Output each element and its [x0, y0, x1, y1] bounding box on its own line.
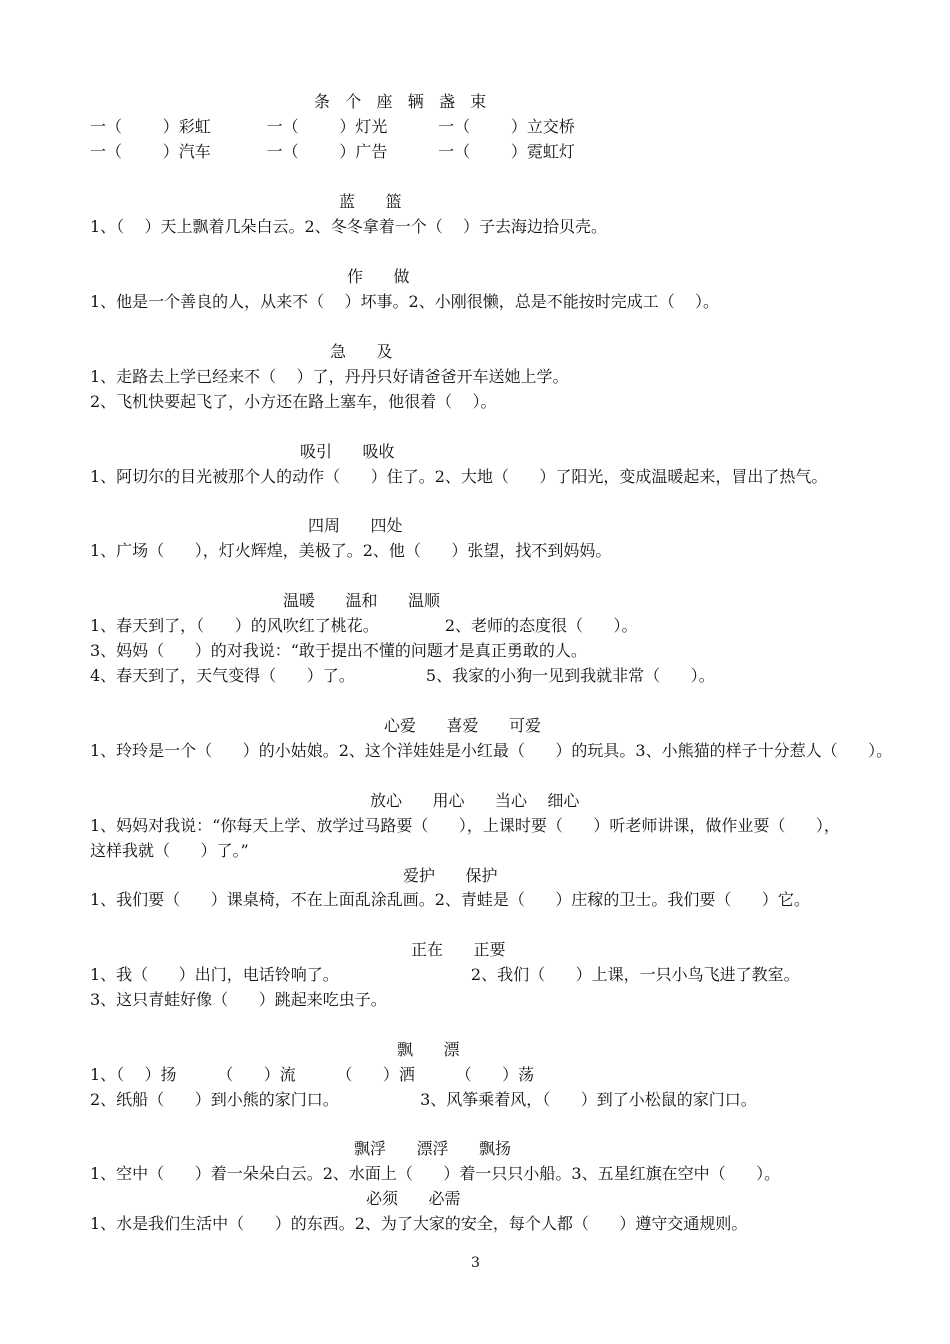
word-choice-heading: 条 个 座 辆 盏 束	[314, 92, 487, 111]
word-choice-heading: 必须 必需	[366, 1189, 461, 1208]
word-choice-heading: 急 及	[330, 342, 393, 361]
exercise-line: 1、（ ）扬 （ ）流 （ ）洒 （ ）荡	[90, 1065, 535, 1084]
exercise-line: 2、飞机快要起飞了，小方还在路上塞车，他很着（ ）。	[90, 392, 497, 411]
exercise-line: 1、走路去上学已经来不（ ）了，丹丹只好请爸爸开车送她上学。	[90, 367, 569, 386]
exercise-line: 1、水是我们生活中（ ）的东西。2、为了大家的安全，每个人都（ ）遵守交通规则。	[90, 1214, 748, 1233]
exercise-line: 1、妈妈对我说：“你每天上学、放学过马路要（ ），上课时要（ ）听老师讲课，做作业要（ ），	[90, 816, 840, 835]
word-choice-heading: 吸引 吸收	[300, 442, 395, 461]
word-choice-heading: 四周 四处	[308, 516, 403, 535]
exercise-line: 3、这只青蛙好像（ ）跳起来吃虫子。	[90, 990, 387, 1009]
word-choice-heading: 温暖 温和 温顺	[283, 591, 441, 610]
exercise-line: 4、春天到了，天气变得（ ）了。 5、我家的小狗一见到我就非常（ ）。	[90, 666, 715, 685]
exercise-line: 1、我们要（ ）课桌椅，不在上面乱涂乱画。2、青蛙是（ ）庄稼的卫士。我们要（ ）它。	[90, 890, 810, 909]
exercise-line: 1、玲玲是一个（ ）的小姑娘。2、这个洋娃娃是小红最（ ）的玩具。3、小熊猫的样子十分惹人（ ）。	[90, 741, 893, 760]
word-choice-heading: 正在 正要	[411, 940, 506, 959]
word-choice-heading: 飘浮 漂浮 飘扬	[354, 1139, 512, 1158]
word-choice-heading: 作 做	[347, 267, 410, 286]
exercise-line: 1、他是一个善良的人，从来不（ ）坏事。2、小刚很懒，总是不能按时完成工（ ）。	[90, 292, 720, 311]
exercise-line: 1、我（ ）出门，电话铃响了。 2、我们（ ）上课，一只小鸟飞进了教室。	[90, 965, 800, 984]
exercise-line: 2、纸船（ ）到小熊的家门口。 3、风筝乘着风，（ ）到了小松鼠的家门口。	[90, 1090, 757, 1109]
exercise-line: 3、妈妈（ ）的对我说：“敢于提出不懂的问题才是真正勇敢的人。	[90, 641, 587, 660]
exercise-line: 1、空中（ ）着一朵朵白云。2、水面上（ ）着一只只小船。3、五星红旗在空中（ ）。	[90, 1164, 781, 1183]
exercise-line: 1、阿切尔的目光被那个人的动作（ ）住了。2、大地（ ）了阳光，变成温暖起来，冒出了热气。	[90, 467, 828, 486]
exercise-line: 这样我就（ ）了。”	[90, 841, 249, 860]
word-choice-heading: 心爱 喜爱 可爱	[384, 716, 542, 735]
exercise-line: 1、（ ）天上飘着几朵白云。2、冬冬拿着一个（ ）子去海边拾贝壳。	[90, 217, 608, 236]
word-choice-heading: 蓝 篮	[339, 192, 402, 211]
exercise-line: 一（ ）汽车 一（ ）广告 一（ ）霓虹灯	[90, 142, 575, 161]
word-choice-heading: 放心 用心 当心 细心	[370, 791, 580, 810]
word-choice-heading: 爱护 保护	[403, 866, 498, 885]
exercise-line: 一（ ）彩虹 一（ ）灯光 一（ ）立交桥	[90, 117, 575, 136]
page-number: 3	[471, 1255, 480, 1271]
exercise-line: 1、广场（ ），灯火辉煌，美极了。2、他（ ）张望，找不到妈妈。	[90, 541, 612, 560]
word-choice-heading: 飘 漂	[397, 1040, 460, 1059]
exercise-line: 1、春天到了，（ ）的风吹红了桃花。 2、老师的态度很（ ）。	[90, 616, 638, 635]
